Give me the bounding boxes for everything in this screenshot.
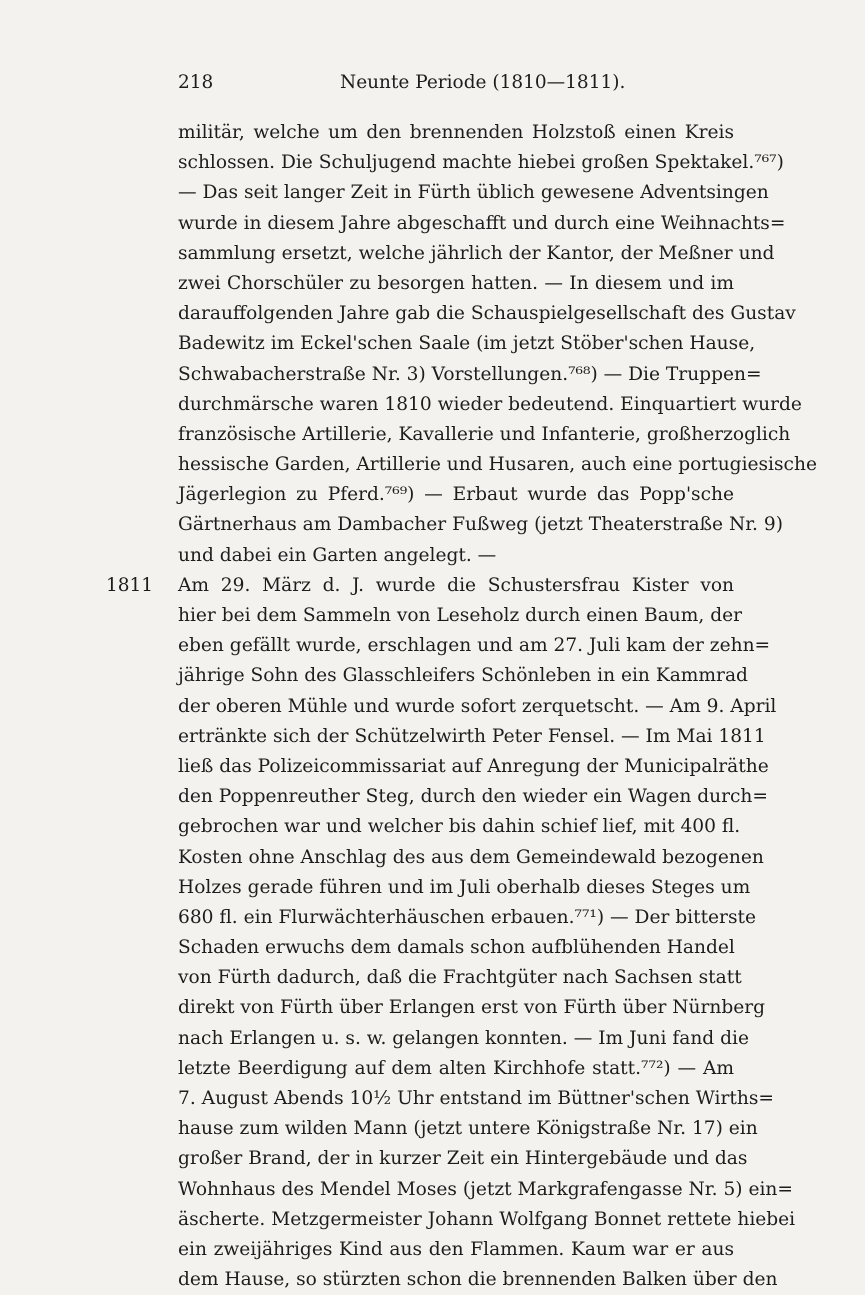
running-head: Neunte Periode (1810—1811). [340, 72, 626, 93]
body-text [106, 118, 817, 1295]
text-line: der oberen Mühle und wurde sofort zerquetscht. — Am 9. April [178, 695, 777, 717]
text-line: ein zweijähriges Kind aus den Flammen. Kaum war er aus [178, 1238, 734, 1260]
text-line: sammlung ersetzt, welche jährlich der Kantor, der Meßner und [178, 242, 775, 264]
page-header [178, 72, 738, 102]
text-line: 1811 Am 29. März d. J. wurde die Schustersfrau Kister von [178, 571, 734, 601]
page-number: 218 [178, 72, 214, 93]
text-line: Holzes gerade führen und im Juli oberhalb dieses Steges um [178, 876, 751, 898]
text-line: direkt von Fürth über Erlangen erst von Fürth über Nürnberg [178, 997, 766, 1019]
text-line: Badewitz im Eckel'schen Saale (im jetzt Stöber'schen Hause, [178, 333, 756, 355]
text-line: 680 fl. ein Flurwächterhäuschen erbauen.⁷⁷¹) — Der bitterste [178, 906, 756, 928]
text-line: darauffolgenden Jahre gab die Schauspielgesellschaft des Gustav [178, 303, 796, 325]
text-line: schlossen. Die Schuljugend machte hiebei großen Spektakel.⁷⁶⁷) [178, 152, 784, 174]
text-line: 7. August Abends 10½ Uhr entstand im Büttner'schen Wirths= [178, 1088, 774, 1109]
text-line: durchmärsche waren 1810 wieder bedeutend. Einquartiert wurde [178, 393, 802, 415]
text-line: dem Hause, so stürzten schon die brennenden Balken über den [178, 1269, 778, 1291]
text-line: Kosten ohne Anschlag des aus dem Gemeindewald bezogenen [178, 846, 764, 868]
text-line: französische Artillerie, Kavallerie und Infanterie, großherzoglich [178, 423, 791, 445]
text-line: hier bei dem Sammeln von Leseholz durch einen Baum, der [178, 605, 743, 626]
text-line: Jägerlegion zu Pferd.⁷⁶⁹) — Erbaut wurde das Popp'sche [178, 484, 734, 506]
text-line: wurde in diesem Jahre abgeschafft und durch eine Weihnachts= [178, 212, 786, 234]
text-line: den Poppenreuther Steg, durch den wieder ein Wagen durch= [178, 786, 768, 808]
text-line: Wohnhaus des Mendel Moses (jetzt Markgrafengasse Nr. 5) ein= [178, 1178, 793, 1200]
text-line: Gärtnerhaus am Dambacher Fußweg (jetzt Theaterstraße Nr. 9) [178, 514, 783, 536]
text-line: hause zum wilden Mann (jetzt untere Königstraße Nr. 17) ein [178, 1118, 758, 1140]
text-line: äscherte. Metzgermeister Johann Wolfgang Bonnet rettete hiebei [178, 1208, 796, 1230]
text-line: nach Erlangen u. s. w. gelangen konnten. — Im Juni fand die [178, 1027, 749, 1049]
margin-year-note: 1811 [106, 574, 154, 596]
text-line: — Das seit langer Zeit in Fürth üblich gewesene Adventsingen [178, 182, 769, 204]
text-line: jährige Sohn des Glasschleifers Schönleben in ein Kammrad [178, 665, 748, 687]
text-line: ertränkte sich der Schützelwirth Peter Fensel. — Im Mai 1811 [178, 725, 766, 747]
text-line: militär, welche um den brennenden Holzstoß einen Kreis [178, 122, 734, 143]
text-line: Schwabacherstraße Nr. 3) Vorstellungen.⁷⁶⁸) — Die Truppen= [178, 363, 762, 385]
text-line: zwei Chorschüler zu besorgen hatten. — In diesem und im [178, 272, 734, 294]
text-line: Schaden erwuchs dem damals schon aufblühenden Handel [178, 937, 735, 959]
text-line: letzte Beerdigung auf dem alten Kirchhofe statt.⁷⁷²) — Am [178, 1057, 734, 1079]
text-line: eben gefällt wurde, erschlagen und am 27. Juli kam der zehn= [178, 635, 771, 657]
text-line: großer Brand, der in kurzer Zeit ein Hintergebäude und das [178, 1148, 748, 1170]
text-line: gebrochen war und welcher bis dahin schief lief, mit 400 fl. [178, 816, 741, 838]
text-line: ließ das Polizeicommissariat auf Anregung der Municipalräthe [178, 755, 769, 777]
text-line: hessische Garden, Artillerie und Husaren, auch eine portugiesische [178, 454, 817, 476]
text-line: und dabei ein Garten angelegt. — [178, 544, 497, 566]
text-line: von Fürth dadurch, daß die Frachtgüter nach Sachsen statt [178, 967, 742, 989]
